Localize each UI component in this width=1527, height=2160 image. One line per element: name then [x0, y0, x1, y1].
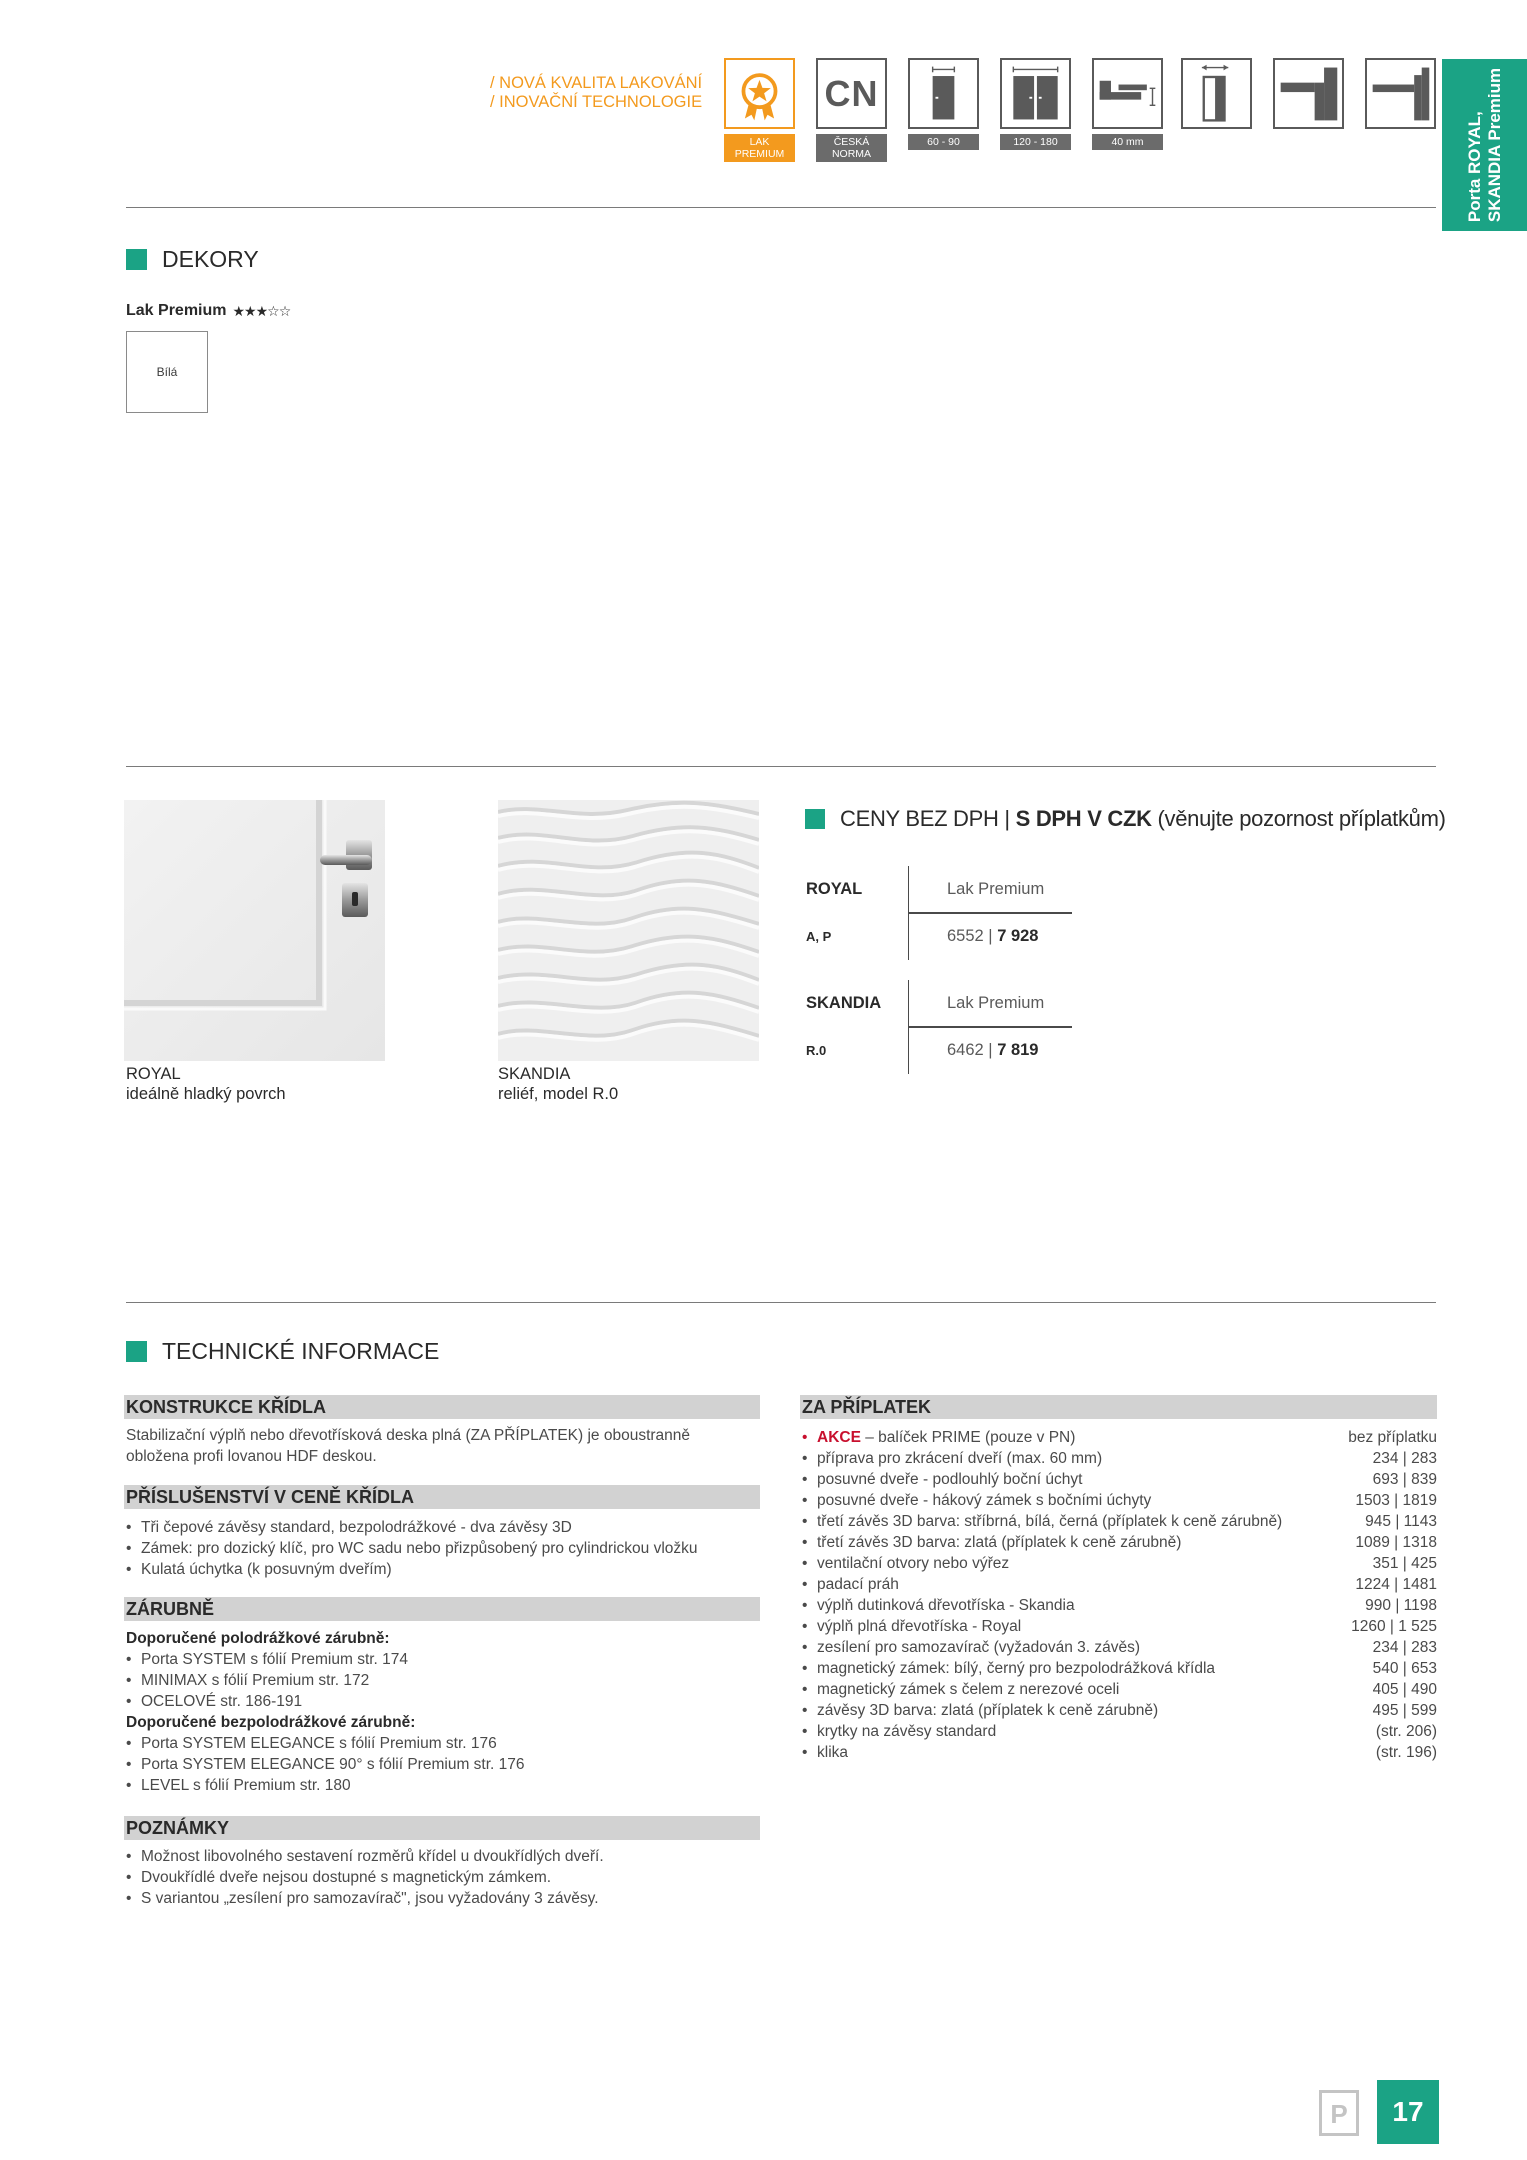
prislusenstvi-list — [126, 1517, 760, 1580]
single-door-width-label: 60 - 90 — [908, 134, 979, 150]
list-item: • Tři čepové závěsy standard, bezpolodrážkové - dva závěsy 3D — [126, 1517, 760, 1538]
door-thickness-label: 40 mm — [1092, 134, 1163, 150]
poznamky-bar: POZNÁMKY — [124, 1816, 760, 1840]
list-item — [802, 1532, 1437, 1553]
finish-name: Lak Premium — [126, 302, 227, 319]
page-number: 17 — [1377, 2080, 1439, 2144]
double-door-width-label: 120 - 180 — [1000, 134, 1071, 150]
item-label: • magnetický zámek: bílý, černý pro bezpolodrážková křídla — [817, 1660, 1216, 1677]
item-price: (str. 206) — [1375, 1723, 1437, 1740]
list-item — [802, 1742, 1437, 1763]
royal-desc: ideálně hladký povrch — [126, 1085, 286, 1103]
akce-label: AKCE — [817, 1429, 861, 1446]
poznamky-list — [126, 1846, 760, 1909]
divider-top — [126, 207, 1436, 208]
list-item: • Porta SYSTEM ELEGANCE 90° s fólií Premium str. 176 — [126, 1754, 760, 1775]
list-item: • Kulatá úchytka (k posuvným dveřím) — [126, 1559, 760, 1580]
item-price: 1503 | 1819 — [1355, 1492, 1437, 1509]
priplatek-list — [802, 1427, 1437, 1763]
list-item: • Možnost libovolného sestavení rozměrů křídel u dvoukřídlých dveří. — [126, 1846, 760, 1867]
list-item: • Porta SYSTEM s fólií Premium str. 174 — [126, 1649, 760, 1670]
porta-logo-icon — [1319, 2090, 1359, 2136]
list-item — [802, 1553, 1437, 1574]
side-tab-line-2: SKANDIA Premium — [1484, 67, 1504, 223]
lak-premium-label: LAK PREMIUM — [724, 134, 795, 162]
item-label: • ventilační otvory nebo výřez — [817, 1555, 1010, 1572]
item-label: • příprava pro zkrácení dveří (max. 60 mm) — [817, 1450, 1103, 1467]
item-price: 234 | 283 — [1372, 1639, 1437, 1656]
list-item — [802, 1721, 1437, 1742]
prices-title-note: (věnujte pozornost příplatkům) — [1151, 806, 1446, 831]
item-price: 693 | 839 — [1372, 1471, 1437, 1488]
item-price: 351 | 425 — [1372, 1555, 1437, 1572]
item-price: 495 | 599 — [1372, 1702, 1437, 1719]
zarubne-subtitle-1: Doporučené polodrážkové zárubně: — [126, 1630, 390, 1647]
item-label: • závěsy 3D barva: zlatá (příplatek k ceně zárubně) — [817, 1702, 1159, 1719]
konstrukce-text — [126, 1425, 760, 1467]
konstrukce-line-2: obložena profi lovanou HDF deskou. — [126, 1448, 377, 1465]
item-label: • magnetický zámek s čelem z nerezové oceli — [817, 1681, 1120, 1698]
price-table-skandia — [806, 980, 1072, 1074]
akce-desc: – balíček PRIME (pouze v PN) — [860, 1429, 1076, 1446]
prices-heading — [805, 806, 1446, 832]
list-item — [802, 1637, 1437, 1658]
section-marker — [805, 809, 825, 829]
decor-swatch-white[interactable] — [126, 331, 208, 413]
item-label: • klika — [817, 1744, 849, 1761]
item-price: 1089 | 1318 — [1355, 1534, 1437, 1551]
list-item: • LEVEL s fólií Premium str. 180 — [126, 1775, 760, 1796]
price-finish: Lak Premium — [908, 980, 1072, 1026]
price-net: 6552 — [947, 927, 984, 945]
rebated-frame-icon — [1273, 58, 1344, 129]
tagline-line-2: / INOVAČNÍ TECHNOLOGIE — [490, 93, 703, 111]
list-item: • Zámek: pro dozický klíč, pro WC sadu nebo přizpůsobený pro cylindrickou vložku — [126, 1538, 760, 1559]
item-label: • posuvné dveře - podlouhlý boční úchyt — [817, 1471, 1083, 1488]
item-label: • třetí závěs 3D barva: zlatá (příplatek k ceně zárubně) — [817, 1534, 1182, 1551]
item-price: 234 | 283 — [1372, 1450, 1437, 1467]
royal-caption — [126, 1064, 286, 1104]
price-variant: R.0 — [806, 1043, 827, 1058]
list-item: • Dvoukřídlé dveře nejsou dostupné s magnetickým zámkem. — [126, 1867, 760, 1888]
item-label: • padací práh — [817, 1576, 899, 1593]
royal-door-photo — [124, 800, 385, 1061]
item-label: • posuvné dveře - hákový zámek s bočními úchyty — [817, 1492, 1152, 1509]
list-item: • Porta SYSTEM ELEGANCE s fólií Premium str. 176 — [126, 1733, 760, 1754]
item-price: (str. 196) — [1375, 1744, 1437, 1761]
item-price: 990 | 1198 — [1365, 1597, 1437, 1614]
lak-premium-icon — [724, 58, 795, 129]
prices-title-net: CENY BEZ DPH | — [840, 806, 1016, 831]
item-label: • krytky na závěsy standard — [817, 1723, 997, 1740]
swatch-label: Bílá — [156, 365, 178, 379]
item-price: 1224 | 1481 — [1355, 1576, 1437, 1593]
item-price: 405 | 490 — [1372, 1681, 1437, 1698]
list-item — [802, 1658, 1437, 1679]
akce-row — [802, 1427, 1437, 1448]
zarubne-bar: ZÁRUBNĚ — [124, 1597, 760, 1621]
double-door-width-icon — [1000, 58, 1071, 129]
price-gross: 7 928 — [997, 927, 1039, 945]
cn-norm-icon — [816, 58, 887, 129]
skandia-name: SKANDIA — [498, 1065, 571, 1083]
header-tagline — [490, 74, 702, 112]
item-price: 540 | 653 — [1372, 1660, 1437, 1677]
divider-middle — [126, 766, 1436, 767]
price-value: 6552 | 7 928 — [908, 914, 1072, 960]
list-item — [802, 1490, 1437, 1511]
price-value: 6462 | 7 819 — [908, 1028, 1072, 1074]
logo-letter: P — [1330, 2099, 1348, 2129]
cn-glyph: CN — [824, 72, 879, 114]
section-marker — [126, 249, 147, 270]
rating-stars-icon: ★★★☆☆ — [232, 302, 291, 319]
item-label: • třetí závěs 3D barva: stříbrná, bílá, černá (příplatek k ceně zárubně) — [817, 1513, 1283, 1530]
list-item — [802, 1448, 1437, 1469]
item-label: • výplň plná dřevotříska - Royal — [817, 1618, 1022, 1635]
royal-name: ROYAL — [126, 1065, 181, 1083]
item-label: • zesílení pro samozavírač (vyžadován 3. závěs) — [817, 1639, 1141, 1656]
item-price: 1260 | 1 525 — [1351, 1618, 1437, 1635]
item-price: 945 | 1143 — [1365, 1513, 1437, 1530]
list-item: • OCELOVÉ str. 186-191 — [126, 1691, 760, 1712]
divider-lower — [126, 1302, 1436, 1303]
side-category-tab — [1442, 59, 1527, 231]
item-label: • výplň dutinková dřevotříska - Skandia — [817, 1597, 1075, 1614]
cn-norm-label: ČESKÁ NORMA — [816, 134, 887, 162]
tagline-line-1: / NOVÁ KVALITA LAKOVÁNÍ — [490, 74, 703, 92]
list-item: • MINIMAX s fólií Premium str. 172 — [126, 1670, 760, 1691]
tech-title: TECHNICKÉ INFORMACE — [162, 1338, 440, 1364]
priplatek-bar: ZA PŘÍPLATEK — [800, 1395, 1437, 1419]
skandia-caption — [498, 1064, 618, 1104]
akce-price: bez příplatku — [1348, 1429, 1437, 1446]
list-item: • S variantou „zesílení pro samozavírač", jsou vyžadovány 3 závěsy. — [126, 1888, 760, 1909]
price-gross: 7 819 — [997, 1041, 1039, 1059]
price-variant: A, P — [806, 929, 832, 944]
konstrukce-bar: KONSTRUKCE KŘÍDLA — [124, 1395, 760, 1419]
non-rebated-frame-icon — [1365, 58, 1436, 129]
list-item — [802, 1469, 1437, 1490]
price-net: 6462 — [947, 1041, 984, 1059]
price-table-royal — [806, 866, 1072, 960]
door-thickness-icon — [1092, 58, 1163, 129]
list-item — [802, 1616, 1437, 1637]
section-marker — [126, 1341, 147, 1362]
finish-rating — [126, 302, 290, 320]
shortening-icon — [1181, 58, 1252, 129]
price-model: ROYAL — [806, 879, 863, 898]
price-model: SKANDIA — [806, 993, 882, 1012]
zarubne-subtitle-2: Doporučené bezpolodrážkové zárubně: — [126, 1714, 416, 1731]
list-item — [802, 1595, 1437, 1616]
single-door-width-icon — [908, 58, 979, 129]
tech-heading — [126, 1338, 439, 1365]
side-tab-line-1: Porta ROYAL, — [1464, 111, 1484, 223]
prices-title-gross: S DPH V CZK — [1015, 806, 1152, 831]
skandia-desc: reliéf, model R.0 — [498, 1085, 619, 1103]
price-finish: Lak Premium — [908, 866, 1072, 912]
zarubne-list — [126, 1628, 760, 1796]
list-item — [802, 1700, 1437, 1721]
list-item — [802, 1574, 1437, 1595]
list-item — [802, 1679, 1437, 1700]
dekory-title: DEKORY — [162, 246, 259, 272]
prislusenstvi-bar: PŘÍSLUŠENSTVÍ V CENĚ KŘÍDLA — [124, 1485, 760, 1509]
dekory-heading — [126, 246, 259, 273]
konstrukce-line-1: Stabilizační výplň nebo dřevotřísková deska plná (ZA PŘÍPLATEK) je oboustranně — [126, 1427, 691, 1444]
skandia-relief-photo — [498, 800, 759, 1061]
list-item — [802, 1511, 1437, 1532]
